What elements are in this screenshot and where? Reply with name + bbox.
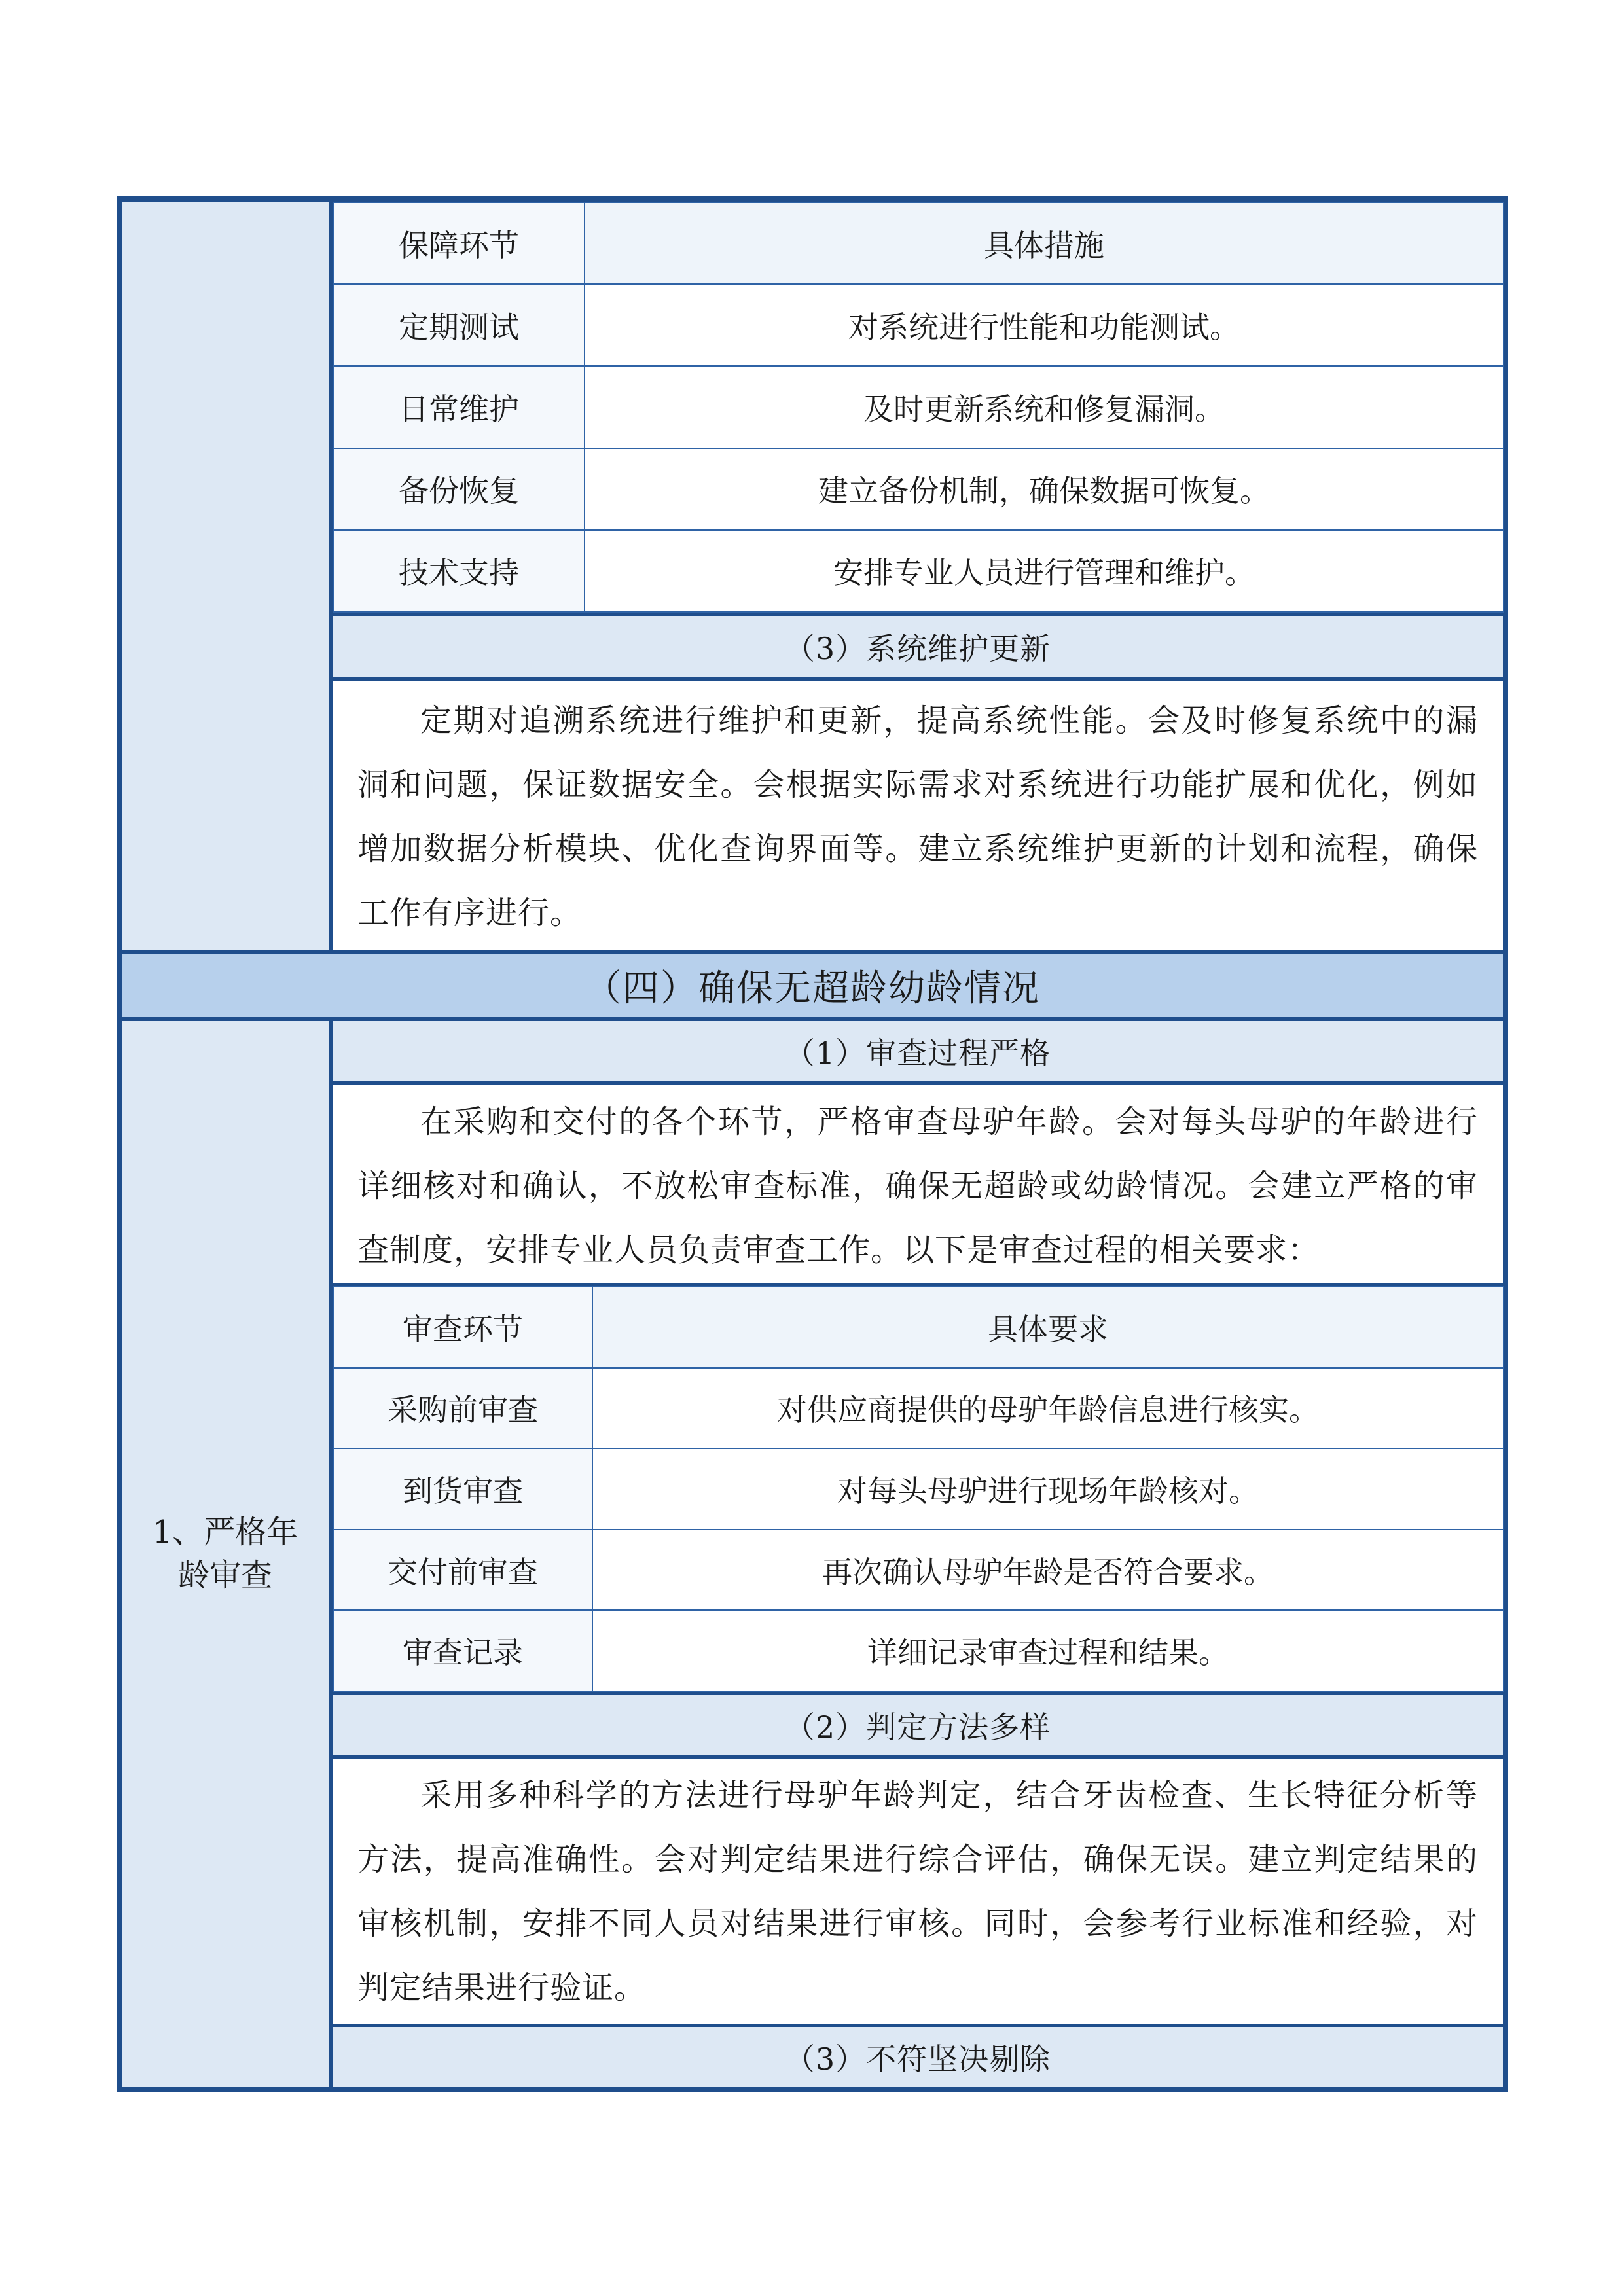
- table-row: [333, 1368, 1504, 1449]
- divider: [333, 1081, 1503, 1085]
- maintenance-measures-table: [333, 202, 1504, 613]
- table-row: [333, 284, 1504, 366]
- table-row: [333, 448, 1504, 530]
- table-cell: 建立备份机制，确保数据可恢复。: [585, 448, 1504, 530]
- table-cell: 备份恢复: [333, 448, 585, 530]
- review-requirements-table: [333, 1286, 1504, 1692]
- table-cell: 安排专业人员进行管理和维护。: [585, 530, 1504, 612]
- methods-heading: （2）判定方法多样: [333, 1695, 1503, 1755]
- table-cell: 再次确认母驴年龄是否符合要求。: [592, 1530, 1504, 1611]
- methods-paragraph: 采用多种科学的方法进行母驴年龄判定，结合牙齿检查、生长特征分析等方法，提高准确性。会对判定结果进行综合评估，确保无误。建立判定结果的审核机制，安排不同人员对结果进行审核。同时，会参考行业标准和经验，对判定结果进行验证。: [357, 1777, 1478, 2006]
- divider: [333, 1755, 1503, 1759]
- document-frame: [117, 196, 1508, 2092]
- table-cell: 定期测试: [333, 284, 585, 366]
- table-row: [333, 1610, 1504, 1691]
- table-cell: 对供应商提供的母驴年龄信息进行核实。: [592, 1368, 1504, 1449]
- table-header-row: [333, 1287, 1504, 1368]
- strict-age-review-label: 1、严格年龄审查: [152, 1514, 298, 1594]
- table-cell: 对每头母驴进行现场年龄核对。: [592, 1448, 1504, 1530]
- divider: [333, 677, 1503, 681]
- header-cell: 审查环节: [333, 1287, 592, 1368]
- section-title: （四）确保无超龄幼龄情况: [122, 954, 1503, 1017]
- table-row: [333, 366, 1504, 448]
- table-cell: 详细记录审查过程和结果。: [592, 1610, 1504, 1691]
- header-cell: 保障环节: [333, 202, 585, 284]
- table-row: [333, 530, 1504, 612]
- table-cell: 审查记录: [333, 1610, 592, 1691]
- reject-heading: （3）不符坚决剔除: [333, 2027, 1503, 2087]
- table-cell: 对系统进行性能和功能测试。: [585, 284, 1504, 366]
- review-heading: （1）审查过程严格: [333, 1021, 1503, 1081]
- maintenance-heading: （3）系统维护更新: [333, 616, 1503, 677]
- left-column-top: [122, 202, 329, 950]
- header-cell: 具体措施: [585, 202, 1504, 284]
- table-cell: 到货审查: [333, 1448, 592, 1530]
- table-cell: 及时更新系统和修复漏洞。: [585, 366, 1504, 448]
- table-cell: 采购前审查: [333, 1368, 592, 1449]
- maintenance-paragraph: 定期对追溯系统进行维护和更新，提高系统性能。会及时修复系统中的漏洞和问题，保证数据安全。会根据实际需求对系统进行功能扩展和优化，例如增加数据分析模块、优化查询界面等。建立系统维护更新的计划和流程，确保工作有序进行。: [357, 702, 1478, 931]
- table-cell: 日常维护: [333, 366, 585, 448]
- table-row: [333, 1530, 1504, 1611]
- table-cell: 交付前审查: [333, 1530, 592, 1611]
- table-cell: 技术支持: [333, 530, 585, 612]
- table-header-row: [333, 202, 1504, 284]
- review-paragraph: 在采购和交付的各个环节，严格审查母驴年龄。会对每头母驴的年龄进行详细核对和确认，不放松审查标准，确保无超龄或幼龄情况。会建立严格的审查制度，安排专业人员负责审查工作。以下是审查过程的相关要求：: [357, 1103, 1478, 1268]
- table-row: [333, 1448, 1504, 1530]
- header-cell: 具体要求: [592, 1287, 1504, 1368]
